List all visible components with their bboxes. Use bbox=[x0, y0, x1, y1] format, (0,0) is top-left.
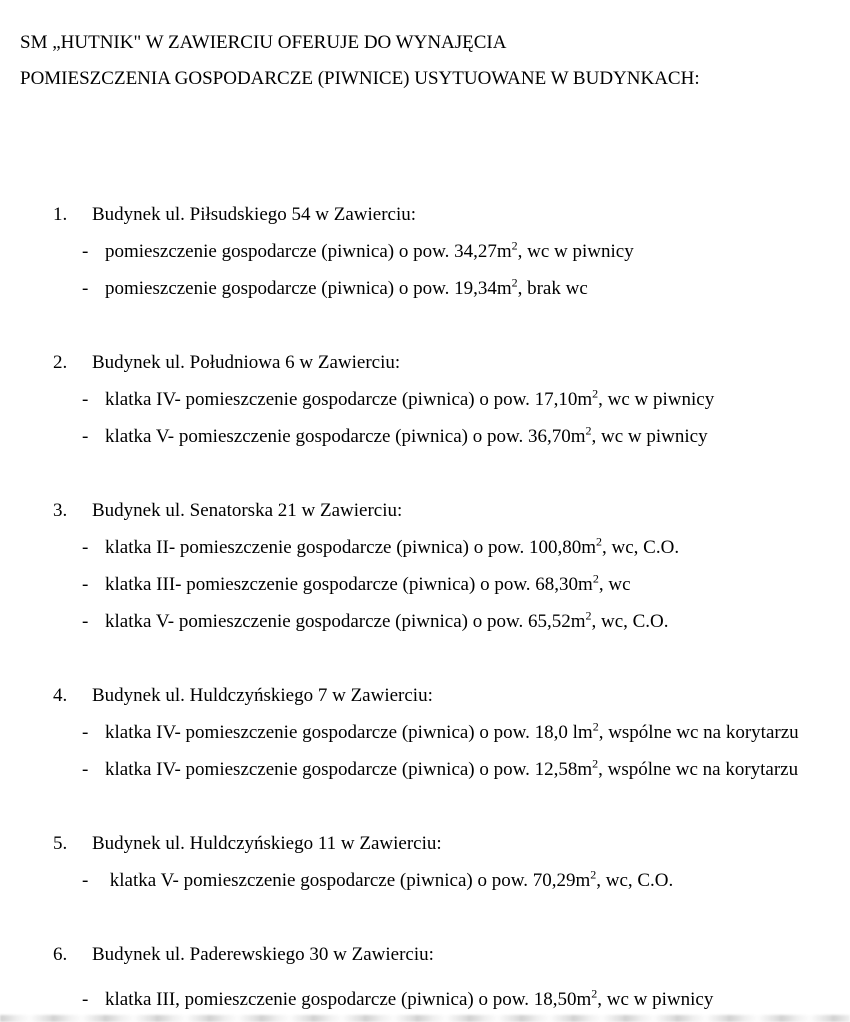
list-item-text bbox=[105, 867, 674, 891]
list-item-description: pomieszczenie gospodarcze (piwnica) o pow. 19,34m bbox=[105, 278, 512, 299]
square-meter-superscript: 2 bbox=[585, 423, 592, 438]
list-item-tail: , wc w piwnicy bbox=[591, 426, 708, 447]
building-title: Budynek ul. Huldczyńskiego 11 w Zawierciu: bbox=[92, 833, 442, 854]
document-header-line-1: SM „HUTNIK" W ZAWIERCIU OFERUJE DO WYNAJĘCIA bbox=[20, 32, 507, 53]
list-item-dash: - bbox=[82, 389, 89, 410]
list-item-dash: - bbox=[82, 574, 89, 595]
square-meter-superscript: 2 bbox=[592, 719, 599, 734]
building-title-row bbox=[53, 686, 840, 706]
square-meter-superscript: 2 bbox=[596, 534, 603, 549]
building-number: 5. bbox=[53, 833, 68, 854]
list-item-text bbox=[105, 386, 715, 410]
list-item-description: klatka III, pomieszczenie gospodarcze (piwnica) o pow. 18,50m bbox=[105, 989, 592, 1010]
list-item bbox=[82, 275, 840, 299]
building-entry bbox=[20, 501, 840, 632]
building-number: 4. bbox=[53, 685, 68, 706]
list-item-description: klatka V- pomieszczenie gospodarcze (piwnica) o pow. 65,52m bbox=[105, 611, 586, 632]
building-number: 1. bbox=[53, 204, 68, 225]
list-item-text bbox=[105, 608, 669, 632]
list-item-description: pomieszczenie gospodarcze (piwnica) o pow. 34,27m bbox=[105, 241, 512, 262]
list-item bbox=[82, 238, 840, 262]
list-item-text bbox=[105, 534, 680, 558]
building-list bbox=[20, 205, 840, 1010]
building-title: Budynek ul. Południowa 6 w Zawierciu: bbox=[92, 352, 401, 373]
list-item-text bbox=[105, 756, 799, 780]
building-entry bbox=[20, 353, 840, 447]
list-item-dash: - bbox=[82, 870, 89, 891]
list-item-text bbox=[105, 571, 631, 595]
list-item-dash: - bbox=[82, 537, 89, 558]
list-item-dash: - bbox=[82, 426, 89, 447]
list-item-tail: , wc, C.O. bbox=[591, 611, 669, 632]
list-item-description: klatka V- pomieszczenie gospodarcze (piwnica) o pow. 36,70m bbox=[105, 426, 586, 447]
list-item bbox=[82, 986, 840, 1010]
list-item bbox=[82, 423, 840, 447]
list-item-description: klatka IV- pomieszczenie gospodarcze (piwnica) o pow. 18,0 lm bbox=[105, 722, 593, 743]
building-title-row bbox=[53, 205, 840, 225]
square-meter-superscript: 2 bbox=[511, 238, 518, 253]
list-item bbox=[82, 867, 840, 891]
list-item-description: klatka III- pomieszczenie gospodarcze (piwnica) o pow. 68,30m bbox=[105, 574, 593, 595]
building-title: Budynek ul. Paderewskiego 30 w Zawierciu: bbox=[92, 944, 434, 965]
list-item bbox=[82, 534, 840, 558]
list-item-dash: - bbox=[82, 989, 89, 1010]
list-item-text bbox=[105, 238, 634, 262]
building-title-row bbox=[53, 501, 840, 521]
list-item-description: klatka IV- pomieszczenie gospodarcze (piwnica) o pow. 12,58m bbox=[105, 759, 593, 780]
square-meter-superscript: 2 bbox=[511, 275, 518, 290]
list-item-description: klatka II- pomieszczenie gospodarcze (piwnica) o pow. 100,80m bbox=[105, 537, 597, 558]
document-header-line-2: POMIESZCZENIA GOSPODARCZE (PIWNICE) USYTUOWANE W BUDYNKACH: bbox=[20, 68, 700, 89]
square-meter-superscript: 2 bbox=[590, 867, 597, 882]
list-item-text bbox=[105, 986, 714, 1010]
building-number: 3. bbox=[53, 500, 68, 521]
list-item-tail: , wc, C.O. bbox=[596, 870, 674, 891]
list-item-tail: , wspólne wc na korytarzu bbox=[598, 722, 799, 743]
list-item-text bbox=[105, 275, 588, 299]
list-item-tail: , wc w piwnicy bbox=[598, 389, 715, 410]
building-title: Budynek ul. Piłsudskiego 54 w Zawierciu: bbox=[92, 204, 417, 225]
building-entry bbox=[20, 205, 840, 299]
list-item-tail: , wc bbox=[598, 574, 631, 595]
list-item-text bbox=[105, 423, 708, 447]
building-entry bbox=[20, 686, 840, 780]
square-meter-superscript: 2 bbox=[585, 608, 592, 623]
building-title-row bbox=[53, 353, 840, 373]
list-item bbox=[82, 386, 840, 410]
building-title-row bbox=[53, 945, 840, 965]
list-item-dash: - bbox=[82, 278, 89, 299]
building-entry bbox=[20, 945, 840, 1010]
list-item bbox=[82, 756, 840, 780]
scan-artifact bbox=[0, 1015, 850, 1022]
building-entry bbox=[20, 834, 840, 891]
list-item-dash: - bbox=[82, 722, 89, 743]
list-item-tail: , wc w piwnicy bbox=[597, 989, 714, 1010]
list-item-dash: - bbox=[82, 241, 89, 262]
list-item-tail: , wc w piwnicy bbox=[517, 241, 634, 262]
list-item-dash: - bbox=[82, 611, 89, 632]
list-item bbox=[82, 608, 840, 632]
square-meter-superscript: 2 bbox=[592, 756, 599, 771]
building-number: 6. bbox=[53, 944, 68, 965]
list-item-tail: , wspólne wc na korytarzu bbox=[598, 759, 799, 780]
list-item-description: klatka V- pomieszczenie gospodarcze (piwnica) o pow. 70,29m bbox=[105, 870, 591, 891]
list-item-text bbox=[105, 719, 799, 743]
list-item-dash: - bbox=[82, 759, 89, 780]
building-title: Budynek ul. Huldczyńskiego 7 w Zawierciu: bbox=[92, 685, 433, 706]
building-title-row bbox=[53, 834, 840, 854]
list-item bbox=[82, 571, 840, 595]
square-meter-superscript: 2 bbox=[591, 986, 598, 1001]
list-item bbox=[82, 719, 840, 743]
list-item-tail: , brak wc bbox=[517, 278, 588, 299]
list-item-description: klatka IV- pomieszczenie gospodarcze (piwnica) o pow. 17,10m bbox=[105, 389, 593, 410]
square-meter-superscript: 2 bbox=[592, 571, 599, 586]
square-meter-superscript: 2 bbox=[592, 386, 599, 401]
list-item-tail: , wc, C.O. bbox=[602, 537, 680, 558]
building-number: 2. bbox=[53, 352, 68, 373]
building-title: Budynek ul. Senatorska 21 w Zawierciu: bbox=[92, 500, 403, 521]
